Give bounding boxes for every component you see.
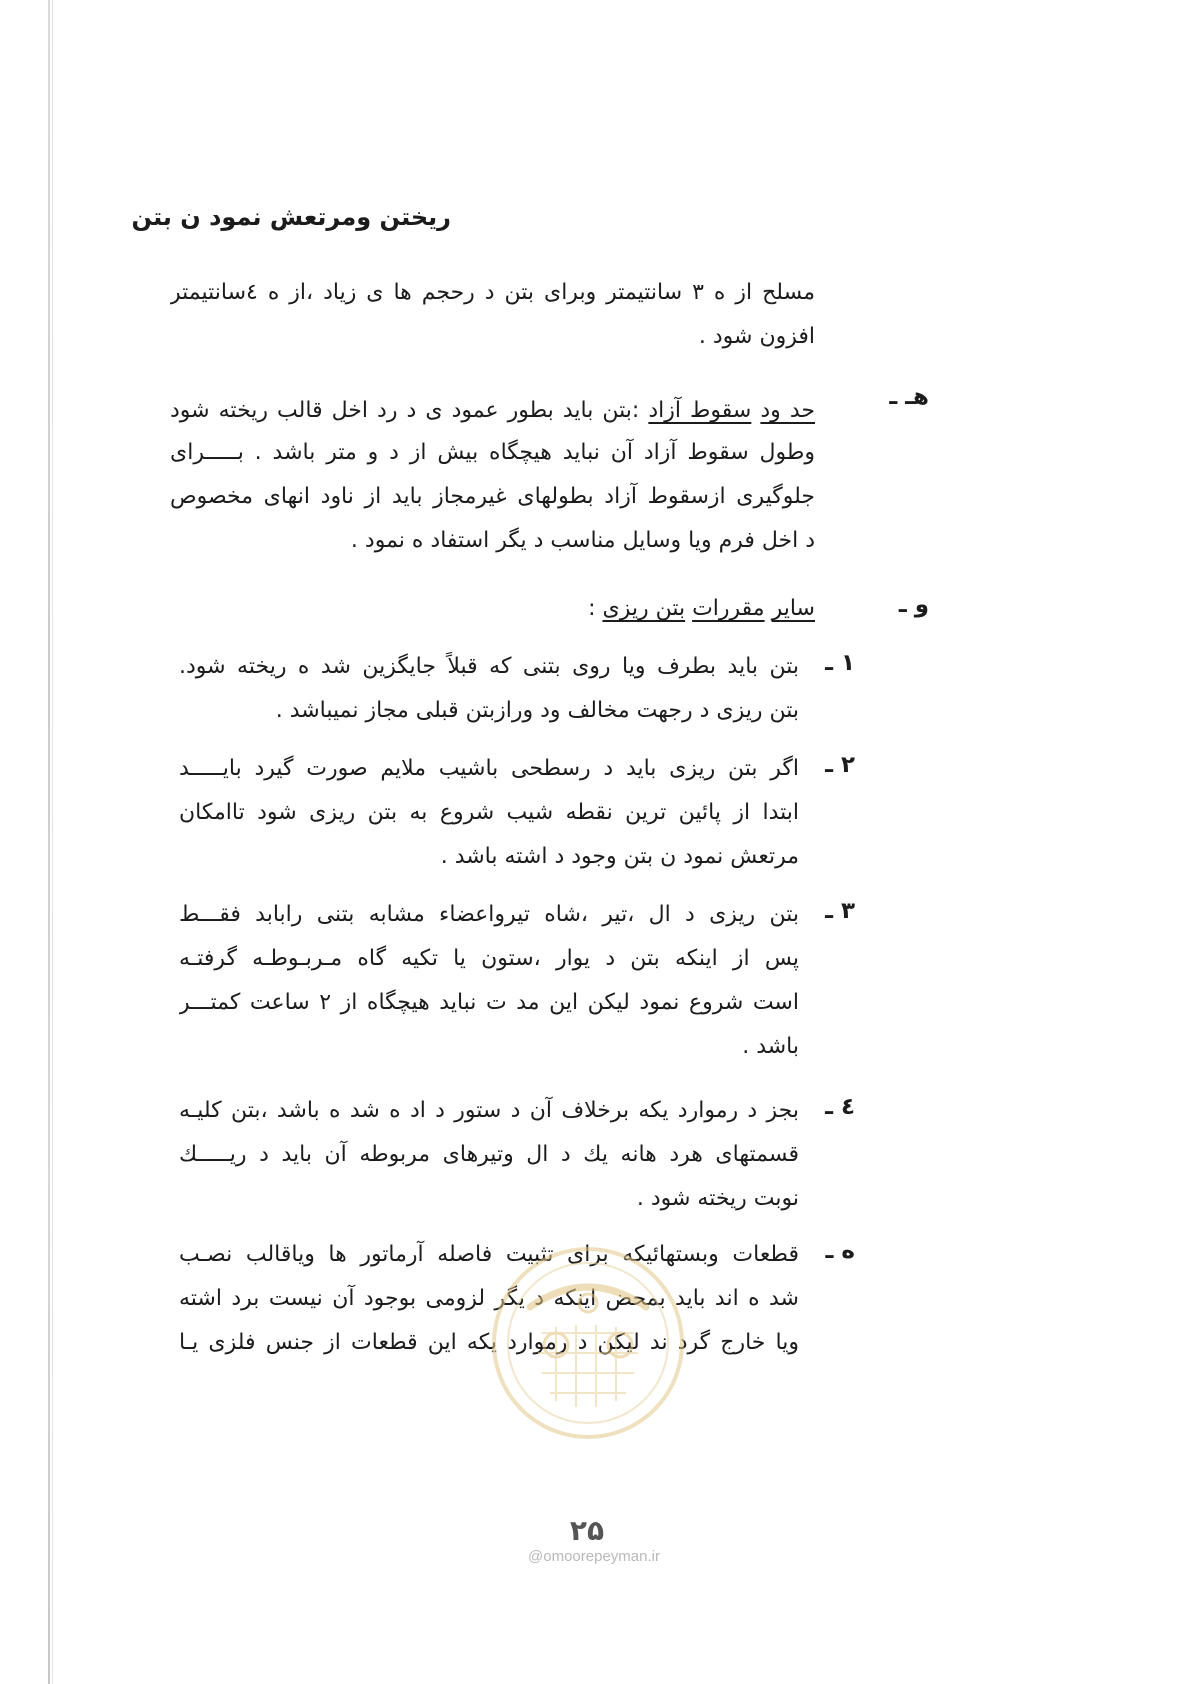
- watermark-site: @omoorepeyman.ir: [528, 1548, 660, 1565]
- text-line: شد ه اند باید بمحض اینکه د یگر لزومی بوجود آن نیست برد اشته: [179, 1286, 799, 1311]
- text-line: اگر بتن ریزی باید د رسطحی باشیب ملایم صورت گیرد بایـــــد: [179, 756, 799, 781]
- page-heading: ریختن ومرتعش نمود ن بتن: [131, 203, 451, 231]
- binding-margin-line: [48, 0, 50, 1684]
- text-line: ابتدا از پائین ترین نقطه شیب شروع به بتن ریزی شود تاامکان: [179, 800, 799, 825]
- section-title-line: [170, 396, 815, 426]
- text-line: وطول سقوط آزاد آن نباید هیچگاه بیش از د و متر باشد . بـــــرای: [170, 440, 815, 465]
- text-line: قطعات وبستهائیکه برای تثبیت فاصله آرماتور ها ویاقالب نصـب: [179, 1242, 799, 1267]
- section-title-underlined: حد ود: [760, 398, 815, 423]
- section-title-underlined: مقررات: [692, 596, 765, 621]
- section-title-underlined: سقوط آزاد: [648, 398, 752, 423]
- section-title-underlined: سایر: [771, 596, 815, 621]
- text-line: بتن ریزی د ال ،تیر ،شاه تیرواعضاء مشابه بتنی رابابد فقـــط: [179, 902, 799, 927]
- text-line: بجز د رموارد یکه برخلاف آن د ستور د اد ه شد ه باشد ،بتن کلیـه: [179, 1098, 799, 1123]
- text-line: باشد .: [742, 1034, 799, 1059]
- item-number: ۳ ـ: [825, 898, 855, 924]
- text-line: افزون شود .: [698, 324, 815, 349]
- watermark-seal-icon: [490, 1245, 686, 1441]
- text-line: د اخل فرم ویا وسایل مناسب د یگر استفاد ه نمود .: [350, 528, 815, 553]
- section-marker: هـ ـ: [889, 384, 929, 410]
- text-line: است شروع نمود لیکن این مد ت نباید هیچگاه از ۲ ساعت کمتـــر: [179, 990, 799, 1015]
- item-number: ه ـ: [825, 1238, 855, 1264]
- item-number: ۱ ـ: [825, 650, 855, 676]
- text-line: مسلح از ه ۳ سانتیمتر وبرای بتن د رحجم ها ی زیاد ،از ه ٤سانتیمتر: [170, 280, 815, 305]
- text-line: مرتعش نمود ن بتن وجود د اشته باشد .: [440, 844, 799, 869]
- text-line: پس از اینکه بتن د یوار ،ستون یا تکیه گاه مـربـوطـه گرفتـه: [179, 946, 799, 971]
- item-number: ۲ ـ: [825, 752, 855, 778]
- text-line: بتن باید بطرف ویا روی بتنی که قبلاً جایگزین شد ه ریخته شود.: [179, 654, 799, 679]
- text-line: نوبت ریخته شود .: [636, 1186, 799, 1211]
- item-number: ٤ ـ: [825, 1094, 855, 1120]
- text-line: جلوگیری ازسقوط آزاد بطولهای غیرمجاز باید از ناود انهای مخصوص: [170, 484, 815, 509]
- section-title-rest: :: [588, 596, 596, 621]
- text-line: ویا خارج گرد ند لیکن د رموارد یکه این قطعات از جنس فلزی یـا: [179, 1330, 799, 1355]
- binding-margin-line-inner: [52, 0, 53, 1684]
- section-title-underlined: بتن ریزی: [602, 596, 686, 621]
- section-title-line: [170, 594, 815, 624]
- section-title-rest: :بتن باید بطور عمود ی د رد اخل قالب ریخته شود: [170, 398, 640, 423]
- text-line: بتن ریزی د رجهت مخالف ود ورازبتن قبلی مجاز نمیباشد .: [275, 698, 799, 723]
- section-marker: و ـ: [898, 592, 929, 618]
- page-number: ۲۵: [569, 1514, 605, 1547]
- text-line: قسمتهای هرد هانه یك د ال وتیرهای مربوطه آن باید د ریـــــك: [179, 1142, 799, 1167]
